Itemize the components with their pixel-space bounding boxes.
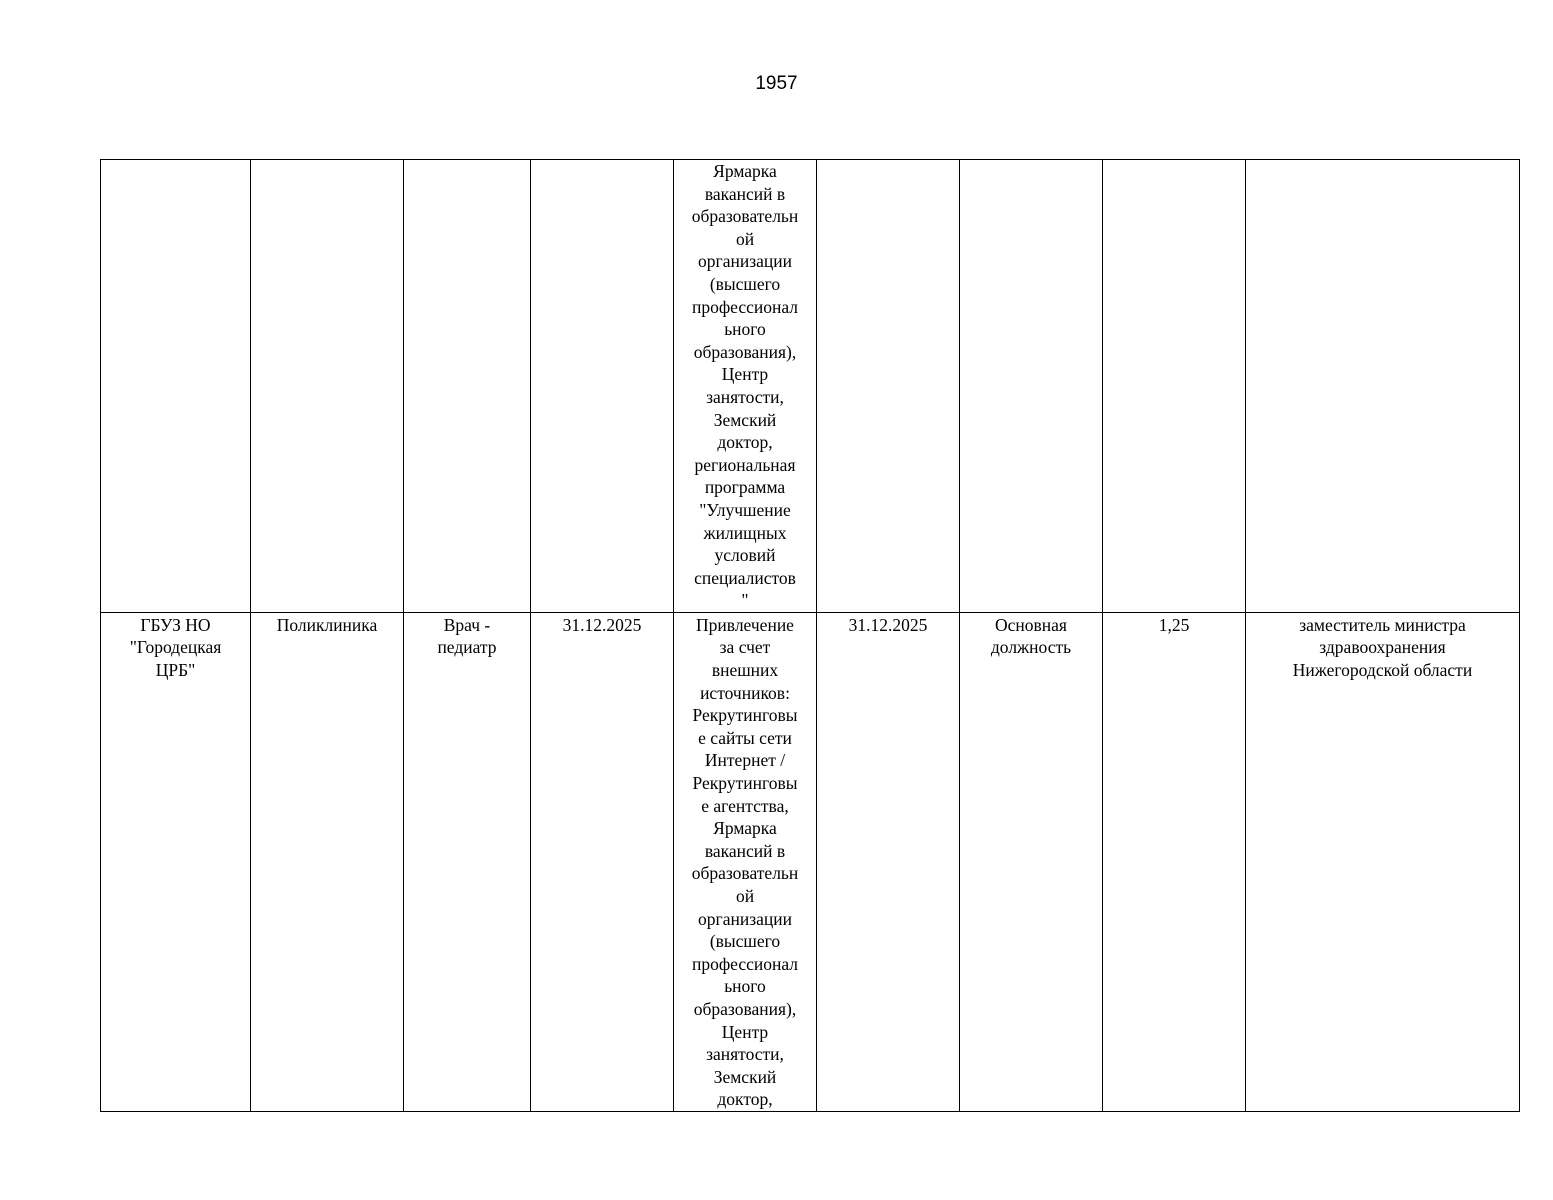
- organization-cell: [101, 160, 251, 613]
- position-type-cell: Основная должность: [960, 612, 1103, 1111]
- recruitment-method-cell: Ярмарка вакансий в образовательн ой организации (высшего профессионал ьного образования), Центр занятости, Земский доктор, региональная программа "Улучшение жилищных условий специалистов ": [674, 160, 817, 613]
- table-row: [101, 160, 1520, 613]
- position-cell: [404, 160, 531, 613]
- date-cell: 31.12.2025: [531, 612, 674, 1111]
- responsible-cell: заместитель министра здравоохранения Нижегородской области: [1246, 612, 1520, 1111]
- position-type-cell: [960, 160, 1103, 613]
- position-cell: Врач - педиатр: [404, 612, 531, 1111]
- page-number: 1957: [755, 73, 798, 94]
- table-row: [101, 612, 1520, 1111]
- deadline-cell: [817, 160, 960, 613]
- department-cell: [251, 160, 404, 613]
- recruitment-method-cell: Привлечение за счет внешних источников: Рекрутинговы е сайты сети Интернет / Рекрутинговы е агентства, Ярмарка вакансий в образовательн ой организации (высшего профессионал ьного образования), Центр занятости, Земский доктор,: [674, 612, 817, 1111]
- organization-cell: ГБУЗ НО "Городецкая ЦРБ": [101, 612, 251, 1111]
- date-cell: [531, 160, 674, 613]
- rate-cell: [1103, 160, 1246, 613]
- responsible-cell: [1246, 160, 1520, 613]
- deadline-cell: 31.12.2025: [817, 612, 960, 1111]
- rate-cell: 1,25: [1103, 612, 1246, 1111]
- vacancy-table: [100, 159, 1520, 1112]
- department-cell: Поликлиника: [251, 612, 404, 1111]
